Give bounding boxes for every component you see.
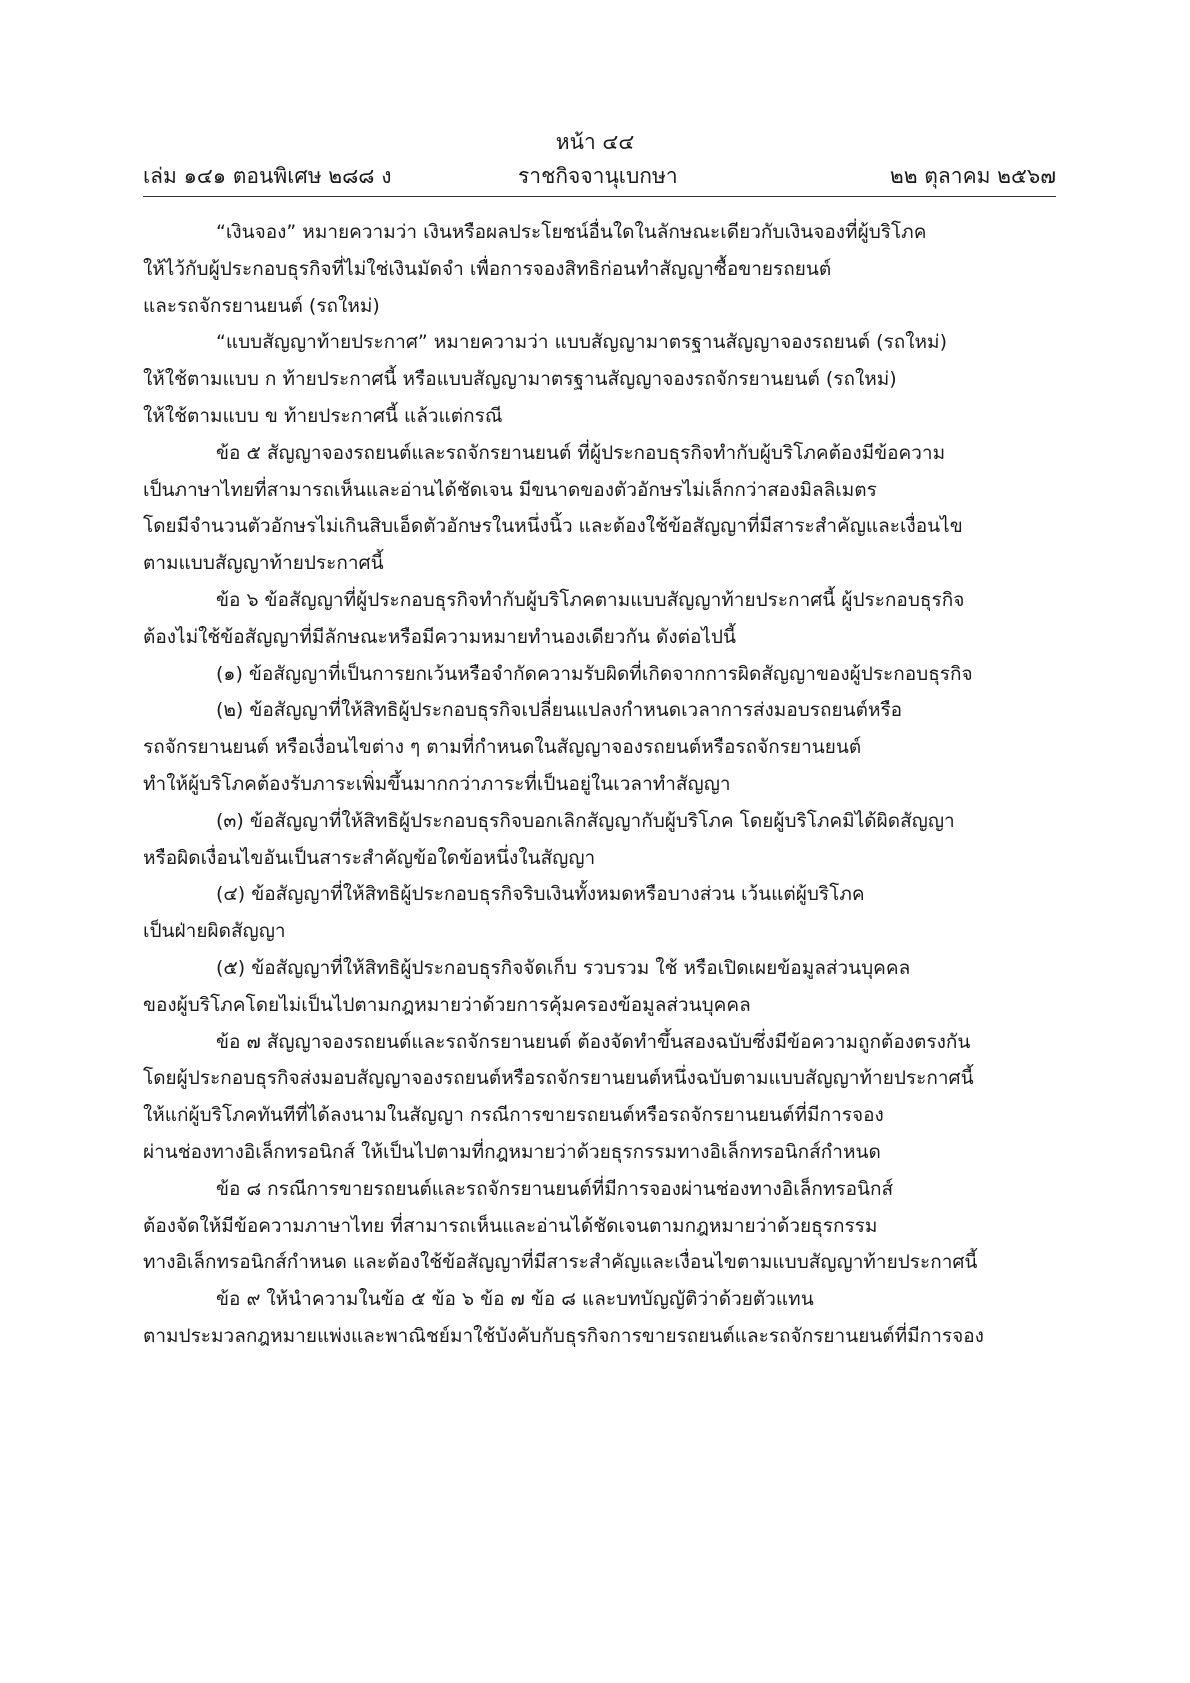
text-line: เป็นฝ่ายผิดสัญญา bbox=[143, 920, 286, 943]
text-line: โดยมีจำนวนตัวอักษรไม่เกินสิบเอ็ดตัวอักษรในหนึ่งนิ้ว และต้องใช้ข้อสัญญาที่มีสาระสำคัญและเงื่อนไข bbox=[143, 515, 963, 538]
text-line: ให้ใช้ตามแบบ ก ท้ายประกาศนี้ หรือแบบสัญญามาตรฐานสัญญาจองรถจักรยานยนต์ (รถใหม่) bbox=[143, 368, 897, 391]
header-divider bbox=[143, 196, 1056, 197]
text-line: ของผู้บริโภคโดยไม่เป็นไปตามกฎหมายว่าด้วยการคุ้มครองข้อมูลส่วนบุคคล bbox=[143, 993, 751, 1016]
text-line: ข้อ ๖ ข้อสัญญาที่ผู้ประกอบธุรกิจทำกับผู้บริโภคตามแบบสัญญาท้ายประกาศนี้ ผู้ประกอบธุรกิจ bbox=[216, 588, 965, 611]
text-line: ผ่านช่องทางอิเล็กทรอนิกส์ ให้เป็นไปตามที่กฎหมายว่าด้วยธุรกรรมทางอิเล็กทรอนิกส์กำหนด bbox=[143, 1140, 881, 1163]
text-line: (๔) ข้อสัญญาที่ให้สิทธิผู้ประกอบธุรกิจริบเงินทั้งหมดหรือบางส่วน เว้นแต่ผู้บริโภค bbox=[216, 883, 865, 906]
text-line: รถจักรยานยนต์ หรือเงื่อนไขต่าง ๆ ตามที่กำหนดในสัญญาจองรถยนต์หรือรถจักรยานยนต์ bbox=[143, 736, 862, 759]
text-line: ข้อ ๗ สัญญาจองรถยนต์และรถจักรยานยนต์ ต้องจัดทำขึ้นสองฉบับซึ่งมีข้อความถูกต้องตรงกัน bbox=[216, 1030, 971, 1053]
text-line: ให้แก่ผู้บริโภคทันทีที่ได้ลงนามในสัญญา กรณีการขายรถยนต์หรือรถจักรยานยนต์ที่มีการจอง bbox=[143, 1104, 884, 1127]
text-line: ให้ใช้ตามแบบ ข ท้ายประกาศนี้ แล้วแต่กรณี bbox=[143, 404, 503, 427]
text-line: ตามประมวลกฎหมายแพ่งและพาณิชย์มาใช้บังคับกับธุรกิจการขายรถยนต์และรถจักรยานยนต์ที่มีการจอง bbox=[143, 1324, 984, 1347]
publication-date: ๒๒ ตุลาคม ๒๕๖๗ bbox=[889, 164, 1056, 188]
text-line: ข้อ ๘ กรณีการขายรถยนต์และรถจักรยานยนต์ที่มีการจองผ่านช่องทางอิเล็กทรอนิกส์ bbox=[216, 1177, 894, 1200]
text-line: หรือผิดเงื่อนไขอันเป็นสาระสำคัญข้อใดข้อหนึ่งในสัญญา bbox=[143, 846, 596, 869]
text-line: (๕) ข้อสัญญาที่ให้สิทธิผู้ประกอบธุรกิจจัดเก็บ รวบรวม ใช้ หรือเปิดเผยข้อมูลส่วนบุคคล bbox=[216, 956, 911, 979]
page-number: หน้า ๔๔ bbox=[555, 130, 635, 154]
text-line: ทางอิเล็กทรอนิกส์กำหนด และต้องใช้ข้อสัญญาที่มีสาระสำคัญและเงื่อนไขตามแบบสัญญาท้ายประกาศนี้ bbox=[143, 1251, 978, 1274]
text-line: ข้อ ๙ ให้นำความในข้อ ๕ ข้อ ๖ ข้อ ๗ ข้อ ๘ และบทบัญญัติว่าด้วยตัวแทน bbox=[216, 1288, 814, 1311]
text-line: ต้องไม่ใช้ข้อสัญญาที่มีลักษณะหรือมีความหมายทำนองเดียวกัน ดังต่อไปนี้ bbox=[143, 625, 736, 648]
text-line: โดยผู้ประกอบธุรกิจส่งมอบสัญญาจองรถยนต์หรือรถจักรยานยนต์หนึ่งฉบับตามแบบสัญญาท้ายประกาศนี้ bbox=[143, 1067, 974, 1090]
publication-name: ราชกิจจานุเบกษา bbox=[518, 164, 678, 188]
text-line: ให้ไว้กับผู้ประกอบธุรกิจที่ไม่ใช่เงินมัดจำ เพื่อการจองสิทธิก่อนทำสัญญาซื้อขายรถยนต์ bbox=[143, 257, 832, 280]
text-line: ข้อ ๕ สัญญาจองรถยนต์และรถจักรยานยนต์ ที่ผู้ประกอบธุรกิจทำกับผู้บริโภคต้องมีข้อความ bbox=[216, 441, 946, 464]
document-body bbox=[143, 214, 1056, 1355]
volume-issue: เล่ม ๑๔๑ ตอนพิเศษ ๒๘๘ ง bbox=[143, 164, 392, 188]
text-line: (๒) ข้อสัญญาที่ให้สิทธิผู้ประกอบธุรกิจเปลี่ยนแปลงกำหนดเวลาการส่งมอบรถยนต์หรือ bbox=[216, 699, 903, 722]
text-line: และรถจักรยานยนต์ (รถใหม่) bbox=[143, 294, 380, 317]
text-line: “เงินจอง” หมายความว่า เงินหรือผลประโยชน์อื่นใดในลักษณะเดียวกับเงินจองที่ผู้บริโภค bbox=[216, 221, 927, 243]
text-line: “แบบสัญญาท้ายประกาศ” หมายความว่า แบบสัญญามาตรฐานสัญญาจองรถยนต์ (รถใหม่) bbox=[216, 331, 947, 354]
text-line: ต้องจัดให้มีข้อความภาษาไทย ที่สามารถเห็นและอ่านได้ชัดเจนตามกฎหมายว่าด้วยธุรกรรม bbox=[143, 1214, 878, 1237]
text-line: (๓) ข้อสัญญาที่ให้สิทธิผู้ประกอบธุรกิจบอกเลิกสัญญากับผู้บริโภค โดยผู้บริโภคมิได้ผิดสัญญา bbox=[216, 809, 955, 832]
text-line: เป็นภาษาไทยที่สามารถเห็นและอ่านได้ชัดเจน มีขนาดของตัวอักษรไม่เล็กกว่าสองมิลลิเมตร bbox=[143, 478, 877, 501]
text-line: ตามแบบสัญญาท้ายประกาศนี้ bbox=[143, 552, 384, 575]
gazette-header bbox=[143, 160, 1056, 194]
text-line: (๑) ข้อสัญญาที่เป็นการยกเว้นหรือจำกัดความรับผิดที่เกิดจากการผิดสัญญาของผู้ประกอบธุรกิจ bbox=[216, 662, 973, 685]
text-line: ทำให้ผู้บริโภคต้องรับภาระเพิ่มขึ้นมากกว่าภาระที่เป็นอยู่ในเวลาทำสัญญา bbox=[143, 772, 731, 795]
